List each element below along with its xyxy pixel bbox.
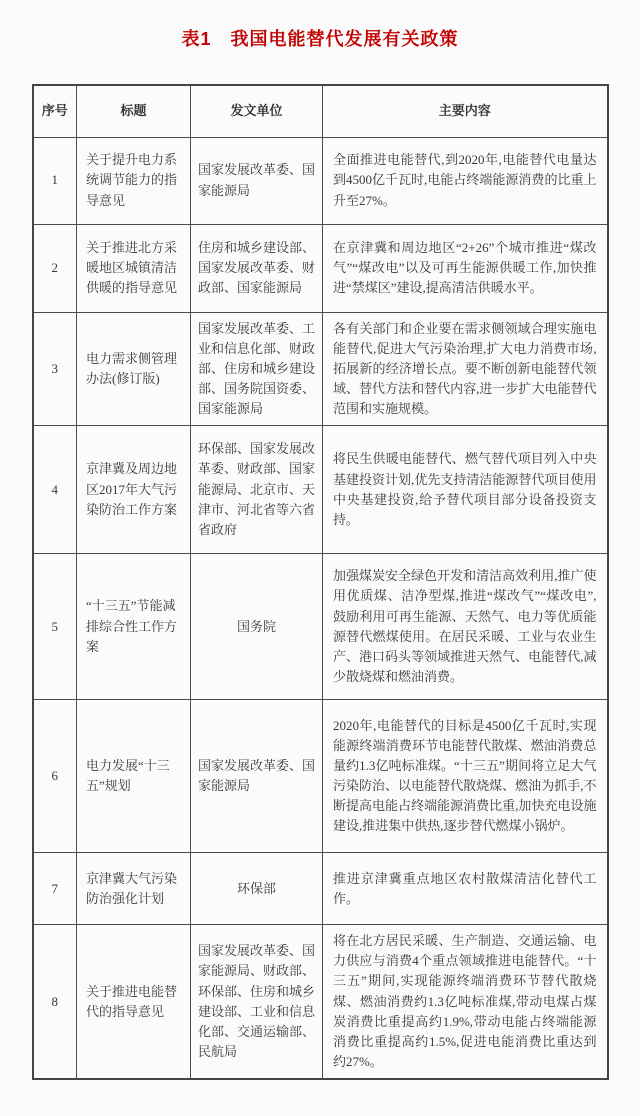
row-title-cell: 电力需求侧管理办法(修订版) [77,312,191,426]
row-issuer-cell: 国家发展改革委、国家能源局 [191,137,323,224]
row-index-cell: 7 [33,853,77,925]
row-title-cell: “十三五”节能减排综合性工作方案 [77,554,191,700]
row-issuer-cell: 住房和城乡建设部、国家发展改革委、财政部、国家能源局 [191,224,323,312]
row-issuer-cell: 国家发展改革委、工业和信息化部、财政部、住房和城乡建设部、国务院国资委、国家能源局 [191,312,323,426]
row-index-cell: 2 [33,224,77,312]
table-row [33,137,608,224]
table-row [33,312,608,426]
policy-table [32,84,609,1080]
row-issuer-cell: 国家发展改革委、国家能源局、财政部、环保部、住房和城乡建设部、工业和信息化部、交通运输部、民航局 [191,925,323,1079]
table-caption: 表1 我国电能替代发展有关政策 [181,29,459,49]
row-issuer-cell: 国家发展改革委、国家能源局 [191,700,323,853]
row-title-cell: 关于推进电能替代的指导意见 [77,925,191,1079]
row-index-cell: 5 [33,554,77,700]
row-title-cell: 电力发展“十三五”规划 [77,700,191,853]
row-index-cell: 8 [33,925,77,1079]
row-title-cell: 京津冀及周边地区2017年大气污染防治工作方案 [77,426,191,554]
row-title-cell: 关于推进北方采暖地区城镇清洁供暖的指导意见 [77,224,191,312]
row-issuer-cell: 环保部 [191,853,323,925]
header-content: 主要内容 [323,85,608,137]
row-content-cell: 将在北方居民采暖、生产制造、交通运输、电力供应与消费4个重点领域推进电能替代。“十三五”期间,实现能源终端消费环节替代散烧煤、燃油消费约1.3亿吨标准煤,带动电煤占煤炭消费比重提高约1.9%,带动电能占终端能源消费比重提高约1.5%,促进电能消费比重达到约27%。 [323,925,608,1079]
row-title-cell: 关于提升电力系统调节能力的指导意见 [77,137,191,224]
table-row [33,554,608,700]
row-content-cell: 推进京津冀重点地区农村散煤清洁化替代工作。 [323,853,608,925]
header-index: 序号 [33,85,77,137]
row-index-cell: 4 [33,426,77,554]
table-row [33,700,608,853]
row-content-cell: 各有关部门和企业要在需求侧领域合理实施电能替代,促进大气污染治理,扩大电力消费市场,拓展新的经济增长点。要不断创新电能替代领域、替代方法和替代内容,进一步扩大电能替代范围和实施规模。 [323,312,608,426]
row-index-cell: 1 [33,137,77,224]
table-row [33,224,608,312]
table-row [33,925,608,1079]
row-content-cell: 在京津冀和周边地区“2+26”个城市推进“煤改气”“煤改电”以及可再生能源供暖工作,加快推进“禁煤区”建设,提高清洁供暖水平。 [323,224,608,312]
header-issuer: 发文单位 [191,85,323,137]
row-issuer-cell: 环保部、国家发展改革委、财政部、国家能源局、北京市、天津市、河北省等六省省政府 [191,426,323,554]
header-title: 标题 [77,85,191,137]
row-content-cell: 加强煤炭安全绿色开发和清洁高效利用,推广使用优质煤、洁净型煤,推进“煤改气”“煤改电”,鼓励利用可再生能源、天然气、电力等优质能源替代燃煤使用。在居民采暖、工业与农业生产、港口码头等领域推进天然气、电能替代,减少散烧煤和燃油消费。 [323,554,608,700]
row-content-cell: 将民生供暖电能替代、燃气替代项目列入中央基建投资计划,优先支持清洁能源替代项目使用中央基建投资,给予替代项目部分设备投资支持。 [323,426,608,554]
row-content-cell: 全面推进电能替代,到2020年,电能替代电量达到4500亿千瓦时,电能占终端能源消费的比重上升至27%。 [323,137,608,224]
row-issuer-cell: 国务院 [191,554,323,700]
row-index-cell: 3 [33,312,77,426]
row-content-cell: 2020年,电能替代的目标是4500亿千瓦时,实现能源终端消费环节电能替代散煤、燃油消费总量约1.3亿吨标准煤。“十三五”期间将立足大气污染防治、以电能替代散烧煤、燃油为抓手,不断提高电能占终端能源消费比重,加快充电设施建设,推进集中供热,逐步替代燃煤小锅炉。 [323,700,608,853]
table-header-row [33,85,608,137]
row-index-cell: 6 [33,700,77,853]
table-row [33,426,608,554]
table-row [33,853,608,925]
row-title-cell: 京津冀大气污染防治强化计划 [77,853,191,925]
